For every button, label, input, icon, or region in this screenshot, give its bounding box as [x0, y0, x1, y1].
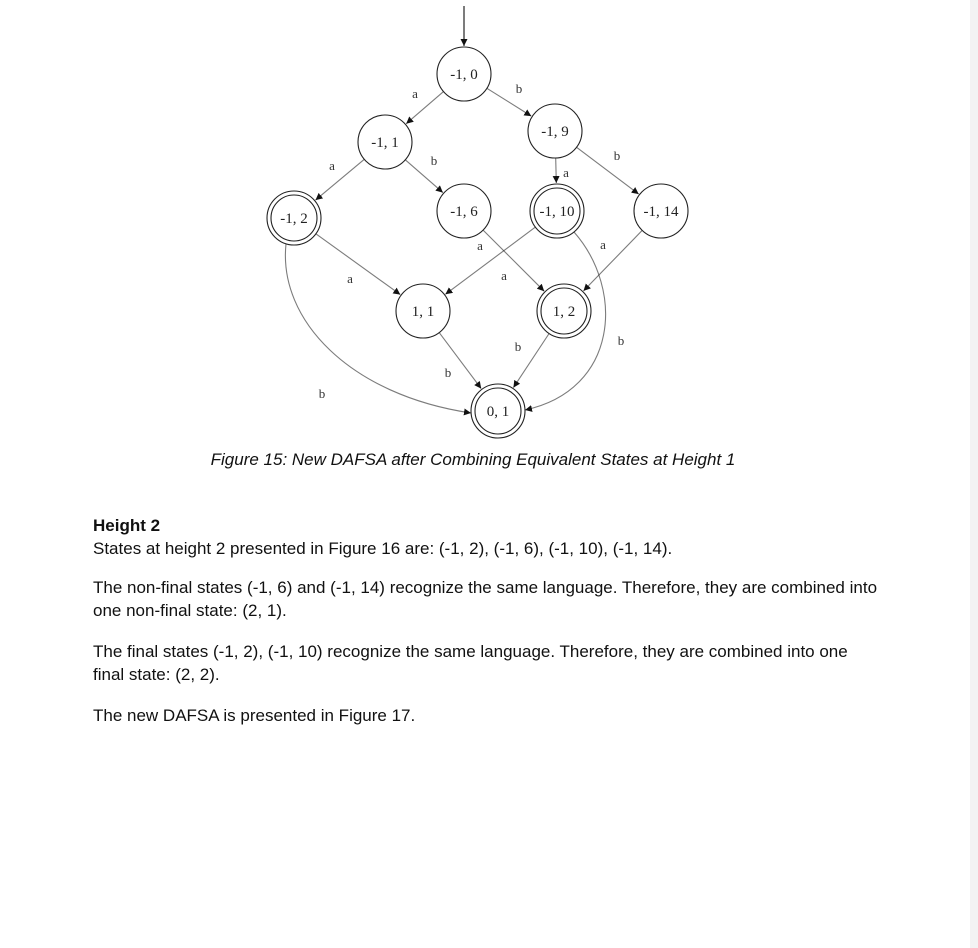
edge-n11-n16	[405, 160, 443, 193]
edge-label-n10-n19: b	[515, 81, 523, 96]
state-label-n11: -1, 1	[371, 135, 399, 151]
section-heading: Height 2	[93, 516, 161, 535]
edge-label-n11-n12: a	[329, 158, 335, 173]
state-node-p01	[471, 384, 525, 438]
figure-caption: Figure 15: New DAFSA after Combining Equivalent States at Height 1	[210, 450, 736, 469]
edge-n114-p12	[584, 230, 643, 291]
edge-label-n16-p12: a	[501, 268, 507, 283]
edge-label-n19-n110: a	[563, 165, 569, 180]
edge-label-p11-p01: b	[444, 365, 452, 380]
paragraph-new-dafsa: The new DAFSA is presented in Figure 17.	[93, 706, 416, 725]
state-label-n114: -1, 14	[643, 204, 679, 220]
state-label-n10: -1, 0	[450, 67, 478, 83]
state-node-n10	[437, 47, 491, 101]
state-label-n19: -1, 9	[541, 124, 569, 140]
edge-n19-n110	[556, 158, 557, 183]
edge-n10-n19	[487, 88, 531, 116]
state-node-n110	[530, 184, 584, 238]
paragraph-final: The final states (-1, 2), (-1, 10) recognize the same language. Therefore, they are combined into one final state: (2, 2).	[93, 642, 848, 684]
edge-n16-p12	[483, 230, 544, 291]
state-node-n16	[437, 184, 491, 238]
dafsa-diagram	[0, 0, 978, 445]
paragraph-states: States at height 2 presented in Figure 16 are: (-1, 2), (-1, 6), (-1, 10), (-1, 14).	[93, 539, 673, 558]
state-label-p12: 1, 2	[552, 304, 576, 320]
edge-label-n11-n16: b	[430, 153, 438, 168]
state-label-n16: -1, 6	[450, 204, 478, 220]
edge-label-n19-n114: b	[613, 148, 621, 163]
state-node-n12	[267, 191, 321, 245]
edge-n12-p11	[316, 234, 400, 295]
state-label-p11: 1, 1	[411, 304, 435, 320]
edge-label-n10-n11: a	[412, 86, 418, 101]
state-node-p12	[537, 284, 591, 338]
state-node-n19	[528, 104, 582, 158]
page-scrollbar[interactable]	[970, 0, 978, 948]
edge-label-p12-p01: b	[514, 339, 522, 354]
edge-label-n110-p01: b	[617, 333, 625, 348]
state-label-n12: -1, 2	[280, 211, 308, 227]
edge-n19-n114	[577, 147, 639, 194]
state-label-p01: 0, 1	[486, 404, 510, 420]
edge-label-n12-p11: a	[347, 271, 353, 286]
paragraph-non-final: The non-final states (-1, 6) and (-1, 14) recognize the same language. Therefore, they are combined into one non-final state: (2, 1).	[93, 578, 878, 620]
edge-label-n114-p12: a	[600, 237, 606, 252]
state-node-p11	[396, 284, 450, 338]
edge-n11-n12	[316, 159, 365, 200]
state-node-n11	[358, 115, 412, 169]
state-node-n114	[634, 184, 688, 238]
state-label-n110: -1, 10	[539, 204, 575, 220]
edge-label-n12-p01: b	[318, 386, 326, 401]
edge-label-n110-p11: a	[477, 238, 483, 253]
edge-p11-p01	[439, 333, 481, 389]
section-body	[93, 514, 883, 745]
